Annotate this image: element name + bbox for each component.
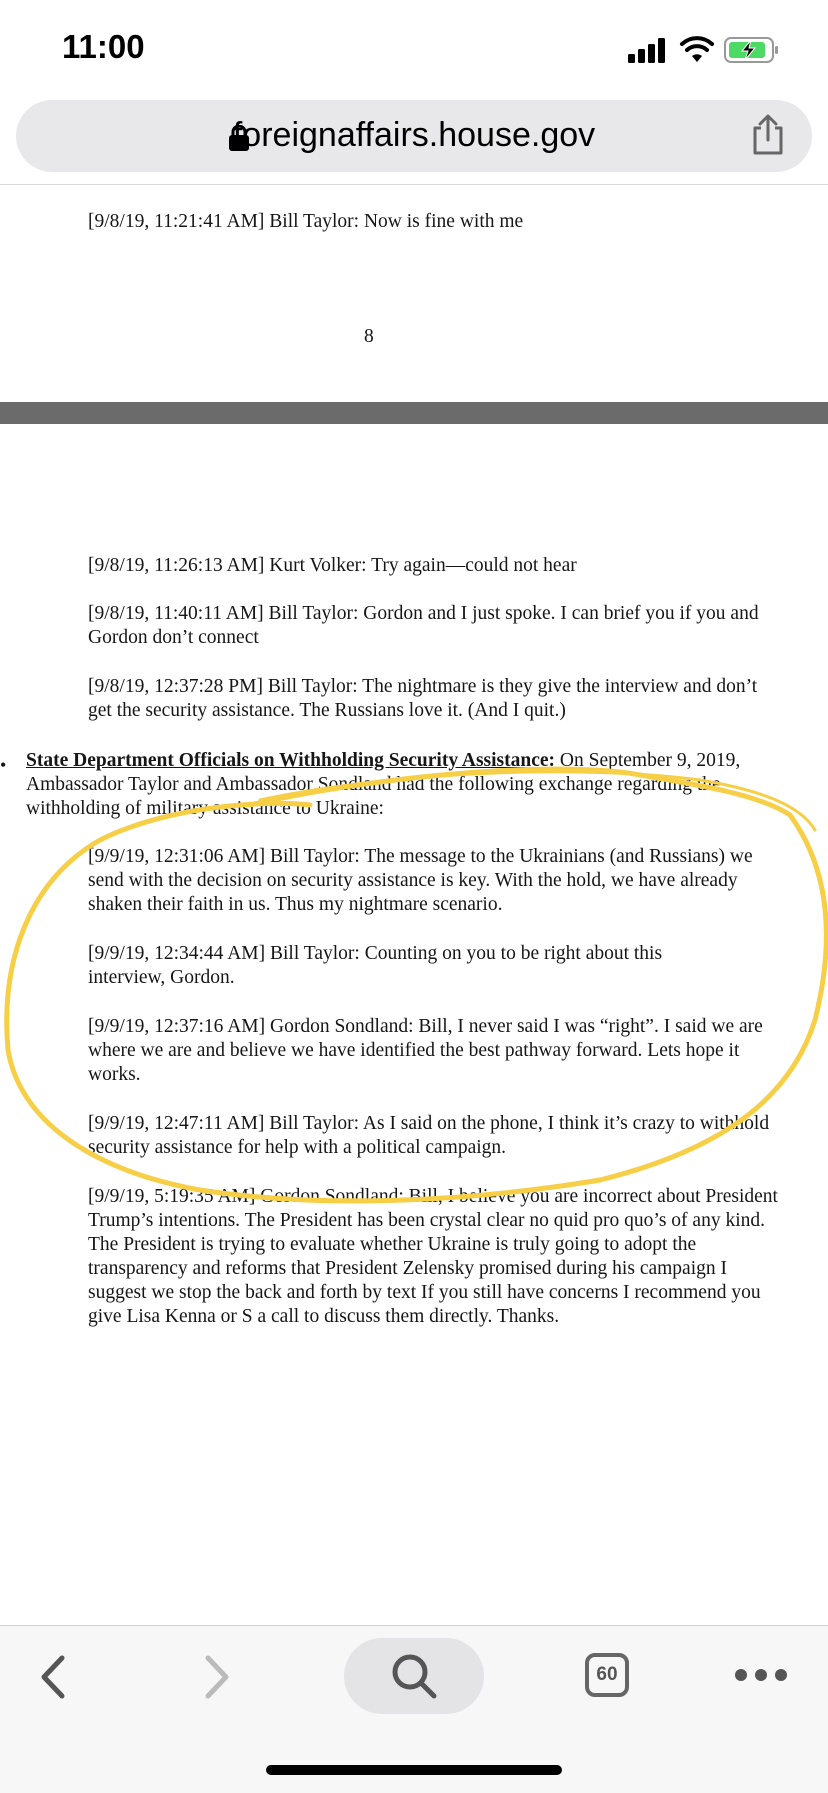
page-divider: [0, 402, 828, 424]
url-text: foreignaffairs.house.gov: [232, 116, 596, 154]
section-heading: State Department Officials on Withholding Security Assistance: [26, 750, 549, 771]
message-taylor-1247: [9/9/19, 12:47:11 AM] Bill Taylor: As I said on the phone, I think it’s crazy to withhold security assistance for help with a political campaign.: [88, 1113, 770, 1158]
prev-page-line: [9/8/19, 11:21:41 AM] Bill Taylor: Now is fine with me: [88, 211, 524, 232]
message-sondland-1237: [9/9/19, 12:37:16 AM] Gordon Sondland: Bill, I never said I was “right”. I said we are where we are and believe we have identified the best pathway forward. Lets hope it works.: [88, 1016, 763, 1085]
section-paragraph: State Department Officials on Withholding Security Assistance: On September 9, 2019, Ambassador Taylor and Ambassador Sondland had the following exchange regarding the withholding of military assistance to Ukraine:: [26, 750, 741, 819]
section-intro: On September 9, 2019, Ambassador Taylor and Ambassador Sondland had the following exchange regarding the withholding of military assistance to Ukraine:: [26, 750, 741, 819]
message-taylor-1140: [9/8/19, 11:40:11 AM] Bill Taylor: Gordon and I just spoke. I can brief you if you and Gordon don’t connect: [88, 603, 759, 648]
message-sondland-519: [9/9/19, 5:19:35 AM] Gordon Sondland: Bill, I believe you are incorrect about President Trump’s intentions. The President has been crystal clear no quid pro quo’s of any kind. The President is trying to evaluate whether Ukraine is truly going to adopt the transparency and reforms that President Zelensky promised during his campaign I suggest we stop the back and forth by text If you still have concerns I recommend you give Lisa Kenna or S a call to discuss them directly. Thanks.: [88, 1186, 778, 1327]
message-taylor-1231: [9/9/19, 12:31:06 AM] Bill Taylor: The message to the Ukrainians (and Russians) we send with the decision on security assistance is key. With the hold, we have already shaken their faith in us. Thus my nightmare scenario.: [88, 846, 753, 915]
message-volker-1126: [9/8/19, 11:26:13 AM] Kurt Volker: Try again—could not hear: [88, 555, 577, 576]
status-time: 11:00: [62, 28, 145, 65]
more-icon[interactable]: [734, 1668, 788, 1682]
home-indicator: [266, 1765, 562, 1775]
message-taylor-1234: [9/9/19, 12:34:44 AM] Bill Taylor: Counting on you to be right about this interview, Gordon.: [88, 943, 663, 988]
page-number: 8: [364, 326, 374, 347]
search-icon: [390, 1652, 438, 1700]
message-taylor-1237: [9/8/19, 12:37:28 PM] Bill Taylor: The nightmare is they give the interview and don’t get the security assistance. The Russians love it. (And I quit.): [88, 676, 758, 721]
search-button[interactable]: [344, 1638, 484, 1714]
bullet-marker: •: [0, 755, 7, 775]
forward-icon[interactable]: [200, 1654, 234, 1700]
back-icon[interactable]: [36, 1654, 70, 1700]
tabs-button[interactable]: 60: [585, 1653, 629, 1697]
